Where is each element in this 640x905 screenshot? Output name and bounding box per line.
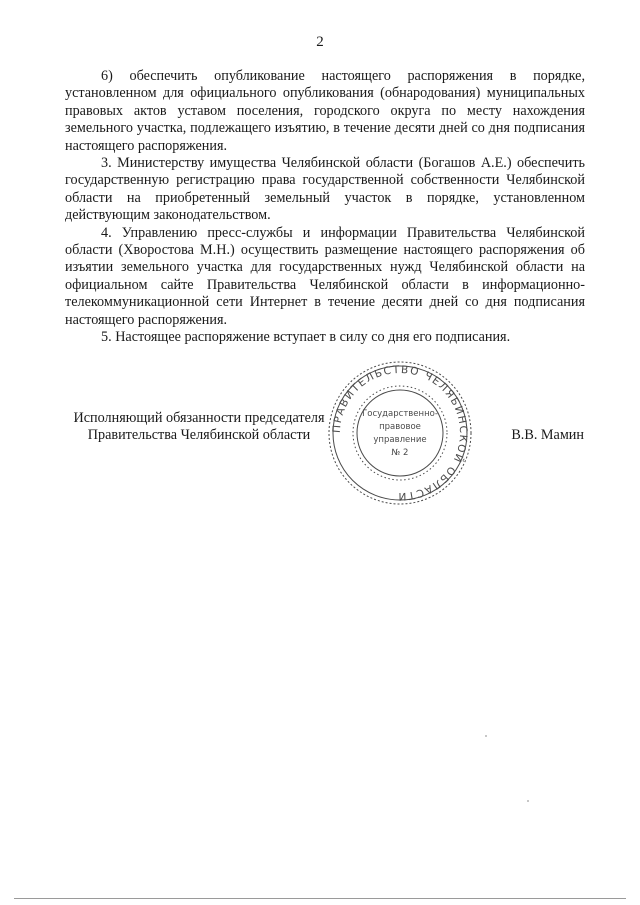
stamp-line-1: Государственно-: [362, 409, 438, 419]
signature-block: [64, 410, 584, 470]
signer-position-line-2: Правительства Челябинской области: [87, 427, 311, 444]
stamp-outer-text: ПРАВИТЕЛЬСТВО ЧЕЛЯБИНСКОЙ ОБЛАСТИ: [330, 363, 470, 503]
stamp-line-3: управление: [373, 435, 427, 445]
paragraph-point-5: 5. Настоящее распоряжение вступает в силу со дня его подписания.: [101, 329, 511, 346]
signer-name: В.В. Мамин: [511, 427, 584, 443]
paragraph-point-4: 4. Управлению пресс-службы и информации Правительства Челябинской области (Хворостова М.Н.) осуществить размещение настоящего распоряжения об изъятии земельного участка для государственных нужд Челябинской области на официальном сайте Правительства Челябинской области в информационно-телекоммуникационной сети Интернет в течение десяти дней со дня подписания настоящего распоряжения.: [65, 224, 585, 328]
stamp-line-2: правовое: [379, 422, 421, 432]
scan-speck: [485, 735, 487, 737]
stamp-line-4: № 2: [391, 448, 409, 458]
paragraph-item-6: 6) обеспечить опубликование настоящего распоряжения в порядке, установленном для официального опубликования (обнародования) муниципальных правовых актов уставом поселения, городского округа по месту нахождения земельного участка, подлежащего изъятию, в течение десяти дней со дня подписания настоящего распоряжения.: [65, 68, 585, 154]
page-number: 2: [316, 34, 324, 50]
scan-speck: [527, 800, 529, 802]
document-body: [65, 68, 585, 347]
signer-position-line-1: Исполняющий обязанности председателя: [73, 410, 325, 426]
signer-position: [64, 410, 334, 445]
bottom-page-rule: [14, 898, 626, 899]
paragraph-point-3: 3. Министерству имущества Челябинской области (Богашов А.Е.) обеспечить государственную регистрацию права государственной собственности Челябинской области на приобретенный земельный участок в порядке, установленном действующим законодательством.: [65, 155, 585, 224]
